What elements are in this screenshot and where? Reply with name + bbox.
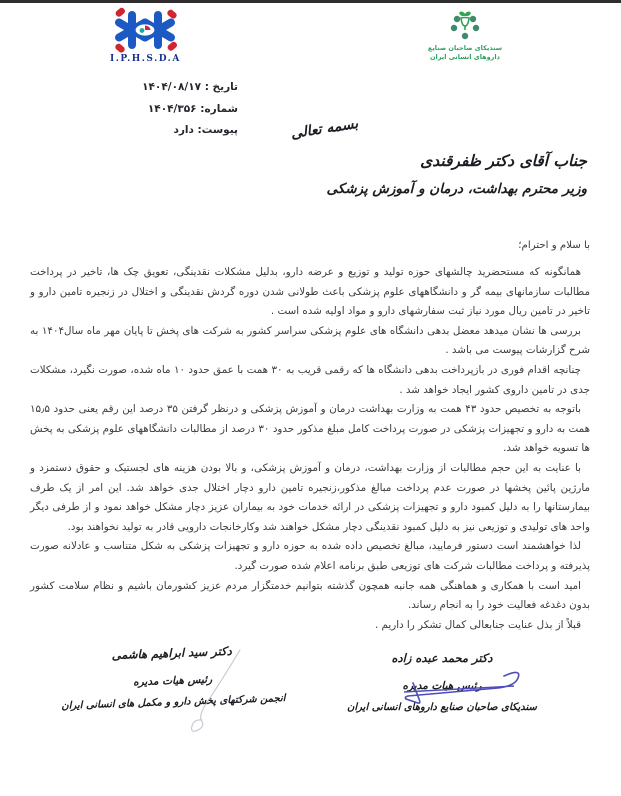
syndicate-name-line2: داروهای انسانی ایران [429, 52, 500, 61]
faint-signature-icon [168, 648, 258, 746]
salutation: با سلام و احترام؛ [518, 240, 590, 251]
date-value: ۱۴۰۴/۰۸/۱۷ [142, 81, 202, 93]
iphsda-logo-icon [112, 7, 178, 53]
number-value: ۱۴۰۴/۳۵۶ [147, 102, 197, 115]
body-paragraph: با عنایت به این حجم مطالبات از وزارت بهداشت، درمان و آموزش پزشکی، و بالا بودن هزینه های لجستیک و حقوق دستمزد و مارژین پائین پخشها در صورت عدم پرداخت مبالغ مذکور،زنجیره تامین دارو دچار اختلال جدی خواهد شد. این امر از یک طرف بیمارستانها را به دلیل کمبود دارو و تجهیزات پزشکی در ارائه خدمات خود به بیماران عزیز دچار مشکل خواهد نمود و از طرفی دیگر واحد های تولیدی و توزیعی نیز به دلیل کمبود نقدینگی دچار مشکل خواهند شد وکارخانجات دارویی قادر به تولید نخواهند بود. [30, 461, 590, 533]
body-paragraph: بررسی ها نشان میدهد معضل بدهی دانشگاه های علوم پزشکی سراسر کشور به شرکت های پخش تا پایان مهر ماه سال۱۴۰۴ به شرح گزارشات پیوست می باشد . [30, 324, 590, 357]
letter-meta [58, 77, 238, 142]
signatory-org: سندیکای صاحبان صنایع داروهای انسانی ایران [347, 702, 537, 713]
attachment-value: دارد [173, 124, 194, 136]
body-paragraph: قبلاً از بذل عنایت جنابعالی کمال تشکر را داریم . [374, 618, 581, 631]
date-row [58, 77, 238, 99]
letter-body [30, 263, 590, 635]
body-paragraph: همانگونه که مستحضرید چالشهای حوزه تولید و توزیع و عرضه دارو، بدلیل مشکلات نقدینگی، تعویق چک ها، تاخیر در پرداخت مطالبات سازمانهای بیمه گر و دانشگاههای علوم پزشکی باعث طولانی شدن دوره گردش نقدینگی و اختلال در زنجیره تامین دارو و تاخیر در تامین ریال مورد نیاز ثبت سفارشهای دارو و مواد اولیه شده است . [30, 266, 590, 318]
scan-top-border [0, 0, 621, 3]
syndicate-name-line1: سندیکای صاحبان صنایع [427, 44, 503, 52]
date-label: تاریخ : [204, 81, 238, 93]
iphsda-acronym: I.P.H.S.D.A [110, 54, 181, 64]
addressee-block [326, 152, 587, 197]
number-label: شماره: [200, 102, 238, 115]
body-paragraph: چنانچه اقدام فوری در بازپرداخت بدهی دانشگاه ها که رقمی قریب به ۳۰ همت با عمق حدود ۱۰ ماه شده، صورت نگیرد، مشکلات جدی در تامین داروی کشور ایجاد خواهد شد . [30, 363, 590, 396]
signatory-name: دکتر محمد عبده زاده [391, 651, 493, 665]
body-paragraph: امید است با همکاری و هماهنگی همه جانبه همچون گذشته بتوانیم خدمتگزار مردم عزیز کشورمان باشیم و نظام سلامت کشور بدون دغدغه فعالیت خود را به انجام رساند. [30, 579, 590, 612]
signatory-name: دکتر سید ابراهیم هاشمی [111, 643, 232, 663]
signatory-title: رئیس هیات مدیره [402, 680, 482, 692]
number-row [58, 99, 238, 121]
body-paragraph: لذا خواهشمند است دستور فرمایید، مبالغ تخصیص داده شده به حوزه دارو و تجهیزات پزشکی به شکل متناسب و عادلانه صورت پذیرفته و پرداخت مطالبات شرکت های توزیعی طبق برنامه اعلام شده صورت گیرد. [30, 540, 590, 572]
iphsda-logo [110, 7, 180, 64]
signatory-org: انجمن شرکتهای پخش دارو و مکمل های انسانی ایران [61, 693, 286, 712]
addressee-name: جناب آقای دکتر ظفرقندی [420, 152, 587, 170]
syndicate-logo-icon [443, 10, 487, 44]
signatory-title: رئیس هیات مدیره [132, 673, 213, 689]
syndicate-logo [422, 10, 508, 61]
attachment-label: پیوست: [197, 124, 238, 136]
besmellah-calligraphy: بسمه تعالی [289, 115, 360, 143]
attachment-row [58, 120, 238, 142]
addressee-title: وزیر محترم بهداشت، درمان و آموزش پزشکی [326, 181, 587, 197]
body-paragraph: باتوجه به تخصیص حدود ۴۳ همت به وزارت بهداشت درمان و آموزش پزشکی و درنظر گرفتن ۳۵ درصد این رقم یعنی حدود ۱۵٫۵ همت به دارو و تجهیزات پزشکی در صورت پرداخت کامل مبلغ مذکور حدود ۳۰ درصد از مطالبات دانشگاههای علوم پزشکی به پخش ها تسویه خواهد شد. [30, 403, 591, 455]
pen-signature-icon [386, 664, 536, 706]
